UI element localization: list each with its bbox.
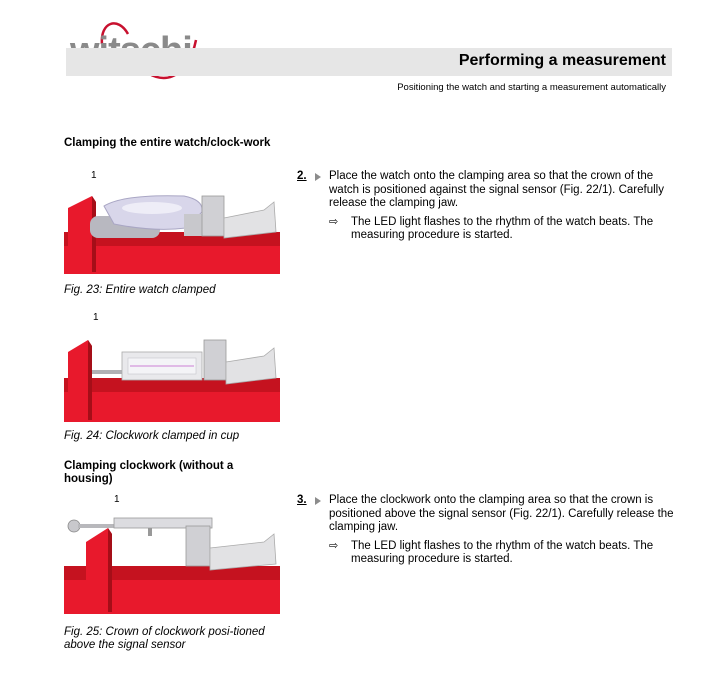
step-arrow-icon	[315, 497, 321, 505]
step-2-result-text: The LED light flashes to the rhythm of the watch beats. The measuring procedure is started.	[351, 215, 654, 241]
step-3-text: Place the clockwork onto the clamping area so that the crown is positioned above the signal sensor (Fig. 22/1). Carefully release the clamping jaw.	[329, 494, 674, 533]
section-title-entire-watch: Clamping the entire watch/clock-work	[64, 137, 271, 149]
page-subtitle: Positioning the watch and starting a measurement automatically	[397, 82, 666, 93]
clockwork-clamped-in-cup-illustration	[64, 322, 280, 422]
figure-24-callout: 1	[93, 312, 99, 323]
figure-23-caption: Fig. 23: Entire watch clamped	[64, 284, 216, 296]
section-title-clockwork: Clamping clockwork (without a housing)	[64, 460, 234, 485]
page-title: Performing a measurement	[458, 52, 666, 69]
result-arrow-icon: ⇨	[329, 215, 339, 228]
step-2-result	[329, 216, 682, 243]
step-2	[297, 170, 682, 243]
step-3-result	[329, 540, 682, 567]
entire-watch-clamped-illustration	[64, 172, 280, 274]
figure-24	[64, 312, 280, 422]
step-2-text: Place the watch onto the clamping area so that the crown of the watch is positioned against the signal sensor (Fig. 22/1). Carefully release the clamping jaw.	[329, 170, 664, 209]
result-arrow-icon: ⇨	[329, 539, 339, 552]
figure-25	[64, 494, 280, 614]
figure-25-caption: Fig. 25: Crown of clockwork posi-tioned above the signal sensor	[64, 626, 265, 651]
figure-25-callout: 1	[114, 494, 120, 505]
figure-23	[64, 172, 280, 274]
figure-23-callout: 1	[91, 170, 97, 181]
figure-24-caption: Fig. 24: Clockwork clamped in cup	[64, 430, 240, 442]
crown-above-sensor-illustration	[64, 502, 280, 614]
step-3-result-text: The LED light flashes to the rhythm of the watch beats. The measuring procedure is started.	[351, 539, 654, 565]
step-3-number: 3.	[297, 494, 307, 506]
step-2-number: 2.	[297, 170, 307, 182]
step-arrow-icon	[315, 173, 321, 181]
header-bar	[66, 48, 672, 76]
step-3	[297, 494, 682, 567]
